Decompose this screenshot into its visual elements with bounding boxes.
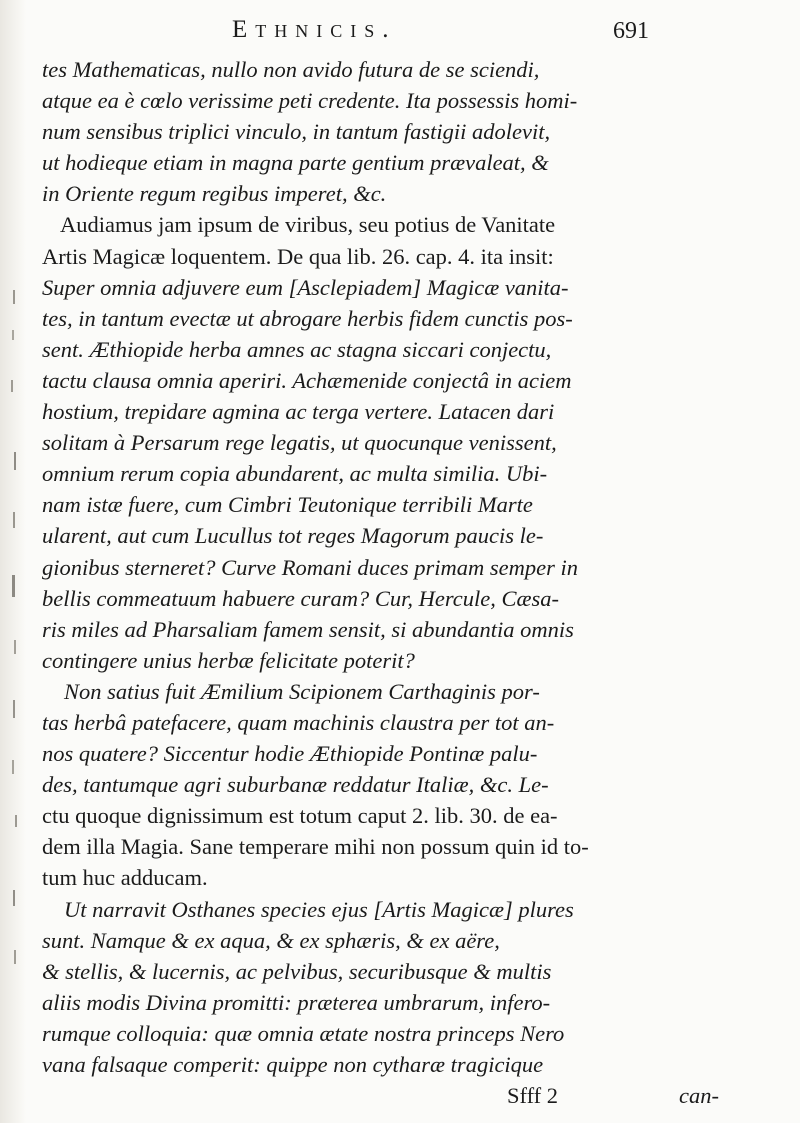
text-line: tactu clausa omnia aperiri. Achæmenide conjectâ in aciem [42, 367, 572, 393]
text-line: num sensibus triplici vinculo, in tantum fastigii adolevit, [42, 119, 551, 145]
catchword: can- [679, 1083, 719, 1109]
text-line: in Oriente regum regibus imperet, &c. [42, 181, 387, 207]
text-line: tas herbâ patefacere, quam machinis claustra per tot an- [42, 709, 555, 735]
text-line: solitam à Persarum rege legatis, ut quocunque venissent, [42, 430, 557, 456]
text-line: Super omnia adjuvere eum [Asclepiadem] Magicæ vanita- [42, 274, 569, 300]
text-line: omnium rerum copia abundarent, ac multa similia. Ubi- [42, 461, 548, 487]
text-line: tes, in tantum evectæ ut abrogare herbis fidem cunctis pos- [42, 305, 573, 331]
running-head: Ethnicis. [232, 16, 397, 43]
text-line: ris miles ad Pharsaliam famem sensit, si abundantia omnis [42, 616, 574, 642]
page-number: 691 [613, 18, 649, 44]
text-line: sunt. Namque & ex aqua, & ex sphæris, & ex aëre, [42, 927, 500, 953]
text-line: ularent, aut cum Lucullus tot reges Magorum paucis le- [42, 523, 544, 549]
text-line: tum huc adducam. [42, 865, 208, 891]
text-line: rumque colloquia: quæ omnia ætate nostra princeps Nero [42, 1020, 565, 1046]
text-line: Artis Magicæ loquentem. De qua lib. 26. cap. 4. ita insit: [42, 243, 554, 269]
text-line: contingere unius herbæ felicitate poterit? [42, 647, 415, 673]
text-line: gionibus sterneret? Curve Romani duces primam semper in [42, 554, 578, 580]
text-line: Audiamus jam ipsum de viribus, seu potius de Vanitate [60, 212, 556, 238]
signature-mark: Sfff 2 [507, 1083, 559, 1109]
page-footer [42, 1080, 762, 1111]
page-header [0, 14, 800, 54]
edge-specks [4, 0, 22, 1123]
text-line: atque ea è cœlo verissime peti credente. Ita possessis homi- [42, 88, 578, 114]
text-line: hostium, trepidare agmina ac terga vertere. Latacen dari [42, 399, 555, 425]
text-line: Ut narravit Osthanes species ejus [Artis Magicæ] plures [64, 896, 574, 922]
text-line: aliis modis Divina promitti: præterea umbrarum, infero- [42, 989, 551, 1015]
text-line: des, tantumque agri suburbanæ reddatur Italiæ, &c. Le- [42, 772, 549, 798]
text-line: nos quatere? Siccentur hodie Æthiopide Pontinæ palu- [42, 741, 538, 767]
text-line: nam istæ fuere, cum Cimbri Teutonique terribili Marte [42, 492, 533, 518]
text-line: vana falsaque comperit: quippe non cytharæ tragicique [42, 1052, 544, 1077]
text-line: dem illa Magia. Sane temperare mihi non possum quin id to- [42, 834, 589, 860]
text-line: Non satius fuit Æmilium Scipionem Carthaginis por- [64, 678, 540, 704]
body-text [42, 54, 762, 1111]
text-line: & stellis, & lucernis, ac pelvibus, securibusque & multis [42, 958, 552, 984]
text-line: bellis commeatuum habuere curam? Cur, Hercule, Cæsa- [42, 585, 560, 611]
text-line: ctu quoque dignissimum est totum caput 2. lib. 30. de ea- [42, 803, 558, 829]
text-line: sent. Æthiopide herba amnes ac stagna siccari conjectu, [42, 336, 552, 362]
text-line: tes Mathematicas, nullo non avido futura de se sciendi, [42, 57, 540, 82]
text-line: ut hodieque etiam in magna parte gentium prævaleat, & [42, 150, 549, 176]
